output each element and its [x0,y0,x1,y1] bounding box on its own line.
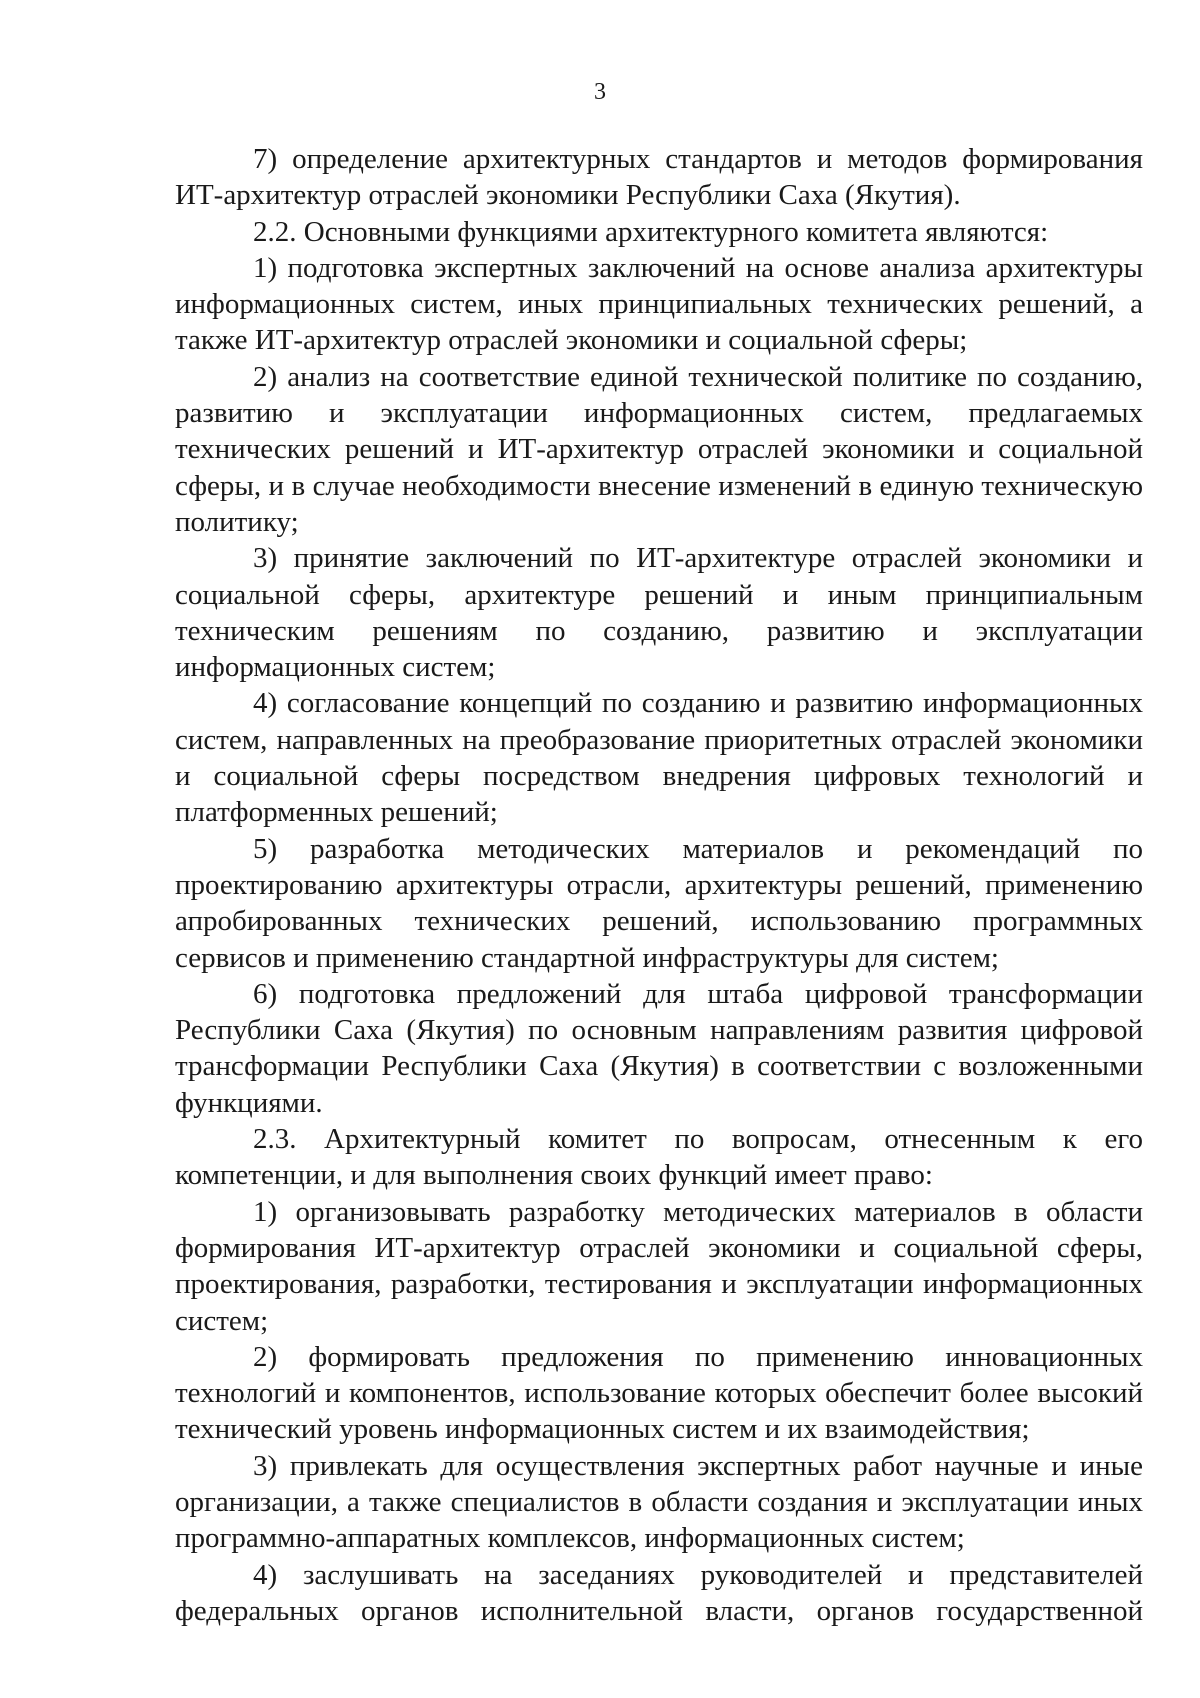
paragraph-function-5: 5) разработка методических материалов и рекомендаций по проектированию архитектуры отрасли, архитектуры решений, применению апробированных технических решений, использованию программных сервисов и применению стандартной инфраструктуры для систем; [175,832,1143,974]
page-number: 3 [594,79,606,105]
paragraph-function-3: 3) принятие заключений по ИТ-архитектуре отраслей экономики и социальной сферы, архитектуре решений и иным принципиальным техническим решениям по созданию, развитию и эксплуатации информационных систем; [175,542,1143,684]
paragraph-function-1: 1) подготовка экспертных заключений на основе анализа архитектуры информационных систем, иных принципиальных технических решений, а также ИТ-архитектур отраслей экономики и социальной сферы; [175,251,1143,357]
paragraph-function-2: 2) анализ на соответствие единой технической политике по созданию, развитию и эксплуатации информационных систем, предлагаемых технических решений и ИТ-архитектур отраслей экономики и социальной сферы, и в случае необходимости внесение изменений в единую техническую политику; [175,360,1143,538]
paragraph-right-3: 3) привлекать для осуществления экспертных работ научные и иные организации, а также специалистов в области создания и эксплуатации иных программно-аппаратных комплексов, информационных систем; [175,1449,1143,1555]
paragraph-section-2-3-heading: 2.3. Архитектурный комитет по вопросам, отнесенным к его компетенции, и для выполнения своих функций имеет право: [175,1123,1143,1192]
paragraph-function-4: 4) согласование концепций по созданию и развитию информационных систем, направленных на преобразование приоритетных отраслей экономики и социальной сферы посредством внедрения цифровых технологий и платформенных решений; [175,687,1143,829]
paragraph-right-2: 2) формировать предложения по применению инновационных технологий и компонентов, использование которых обеспечит более высокий технический уровень информационных систем и их взаимодействия; [175,1340,1143,1446]
paragraph-right-4: 4) заслушивать на заседаниях руководителей и представителей федеральных органов исполнительной власти, органов государственной [175,1558,1143,1627]
paragraph-item-7-standards: 7) определение архитектурных стандартов и методов формирования ИТ-архитектур отраслей экономики Республики Саха (Якутия). [175,143,1143,212]
paragraph-section-2-2-heading: 2.2. Основными функциями архитектурного комитета являются: [253,215,1049,248]
paragraph-function-6: 6) подготовка предложений для штаба цифровой трансформации Республики Саха (Якутия) по основным направлениям развития цифровой трансформации Республики Саха (Якутия) в соответствии с возложенными функциями. [175,977,1143,1119]
paragraph-right-1: 1) организовывать разработку методических материалов в области формирования ИТ-архитектур отраслей экономики и социальной сферы, проектирования, разработки, тестирования и эксплуатации информационных систем; [175,1195,1143,1337]
document-body [175,141,1143,1629]
